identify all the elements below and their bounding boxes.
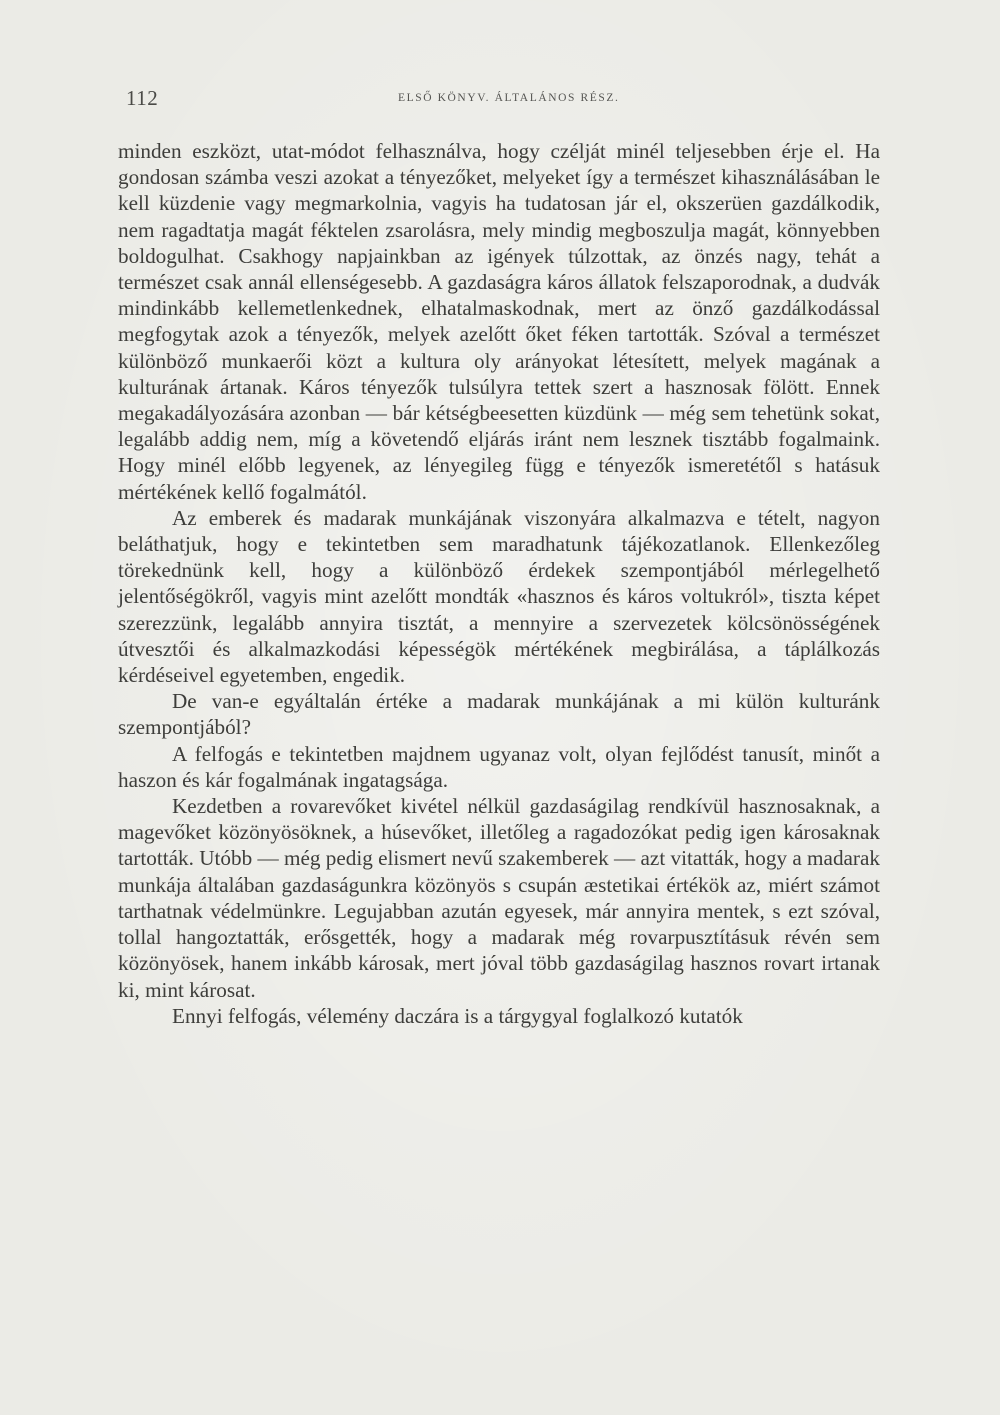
paragraph: De van-e egyáltalán értéke a madarak munkájának a mi külön kulturánk szempontjából?: [118, 689, 880, 740]
running-head: [126, 86, 876, 112]
body-text: [118, 138, 880, 1029]
paragraph: A felfogás e tekintetben majdnem ugyanaz volt, olyan fejlődést tanusít, minőt a haszon és kár fogalmának ingatagsága.: [118, 741, 880, 792]
paragraph: Ennyi felfogás, vélemény daczára is a tárgygyal foglalkozó kutatók: [172, 1003, 743, 1028]
paragraph: Kezdetben a rovarevőket kivétel nélkül gazdaságilag rendkívül hasznosaknak, a magevőket közönyösöknek, a húsevőket, illetőleg a ragadozókat pedig igen károsaknak tartották. Utóbb — még pedig elismert nevű szakemberek — azt vitatták, hogy a madarak munkája általában gazdaságunkra közönyös s csupán æstetikai értékök az, miért számot tarthatnak védelmünkre. Legujabban azután egyesek, már annyira mentek, s ezt szóval, tollal hangoztatták, erősgették, hogy a madarak még rovarpusztításuk révén sem közönyösek, hanem inkább károsak, mert jóval több gazdaságilag hasznos rovart irtanak ki, mint károsat.: [118, 794, 880, 1002]
paragraph: Az emberek és madarak munkájának viszonyára alkalmazva e tételt, nagyon beláthatjuk, hogy e tekintetben sem maradhatunk tájékozatlanok. Ellenkezőleg törekednünk kell, hogy a különböző érdekek szempontjából mérlegelhető jelentőségökről, vagyis mint azelőtt mondták «hasznos és káros voltukról», tiszta képet szerezzünk, legalább annyira tisztát, a mennyire a szervezetek kölcsönösségének útvesztői és alkalmazkodási képességök mértékének megbirálása, a táplálkozás kérdéseivel egyetemben, engedik.: [118, 505, 880, 688]
page-number: 112: [126, 86, 159, 110]
running-title: ELSŐ KÖNYV. ÁLTALÁNOS RÉSZ.: [398, 92, 620, 104]
paragraph: minden eszközt, utat-módot felhasználva, hogy czélját minél teljesebben érje el. Ha gondosan számba veszi azokat a tényezőket, melyeket így a természet kihasználásában le kell küzdenie vagy megmarkolnia, vagyis ha tudatosan jár el, okszerüen gazdálkodik, nem ragadtatja magát féktelen zsarolásra, mely mindig megboszulja magát, könnyebben boldogulhat. Csakhogy napjainkban az igények túlzottak, az önzés nagy, tehát a természet csak annál ellenségesebb. A gazdaságra káros állatok felszaporodnak, a dudvák mindinkább kellemetlenkednek, elhatalmaskodnak, mert az önző gazdálkodással megfogytak azok a tényezők, melyek azelőtt őket féken tartották. Szóval a természet különböző munkaerői közt a kultura oly arányokat létesített, melyek magának a kulturának ártanak. Káros tényezők tulsúlyra tettek szert a hasznosak fölött. Ennek megakadályozására azonban — bár kétségbeesetten küzdünk — még sem tehetünk sokat, legalább addig nem, míg a követendő eljárás iránt nem lesznek tisztább fogalmaink. Hogy minél előbb legyenek, az lényegileg függ e tényezők ismeretétől s hatásuk mértékének kellő fogalmától.: [118, 139, 880, 504]
